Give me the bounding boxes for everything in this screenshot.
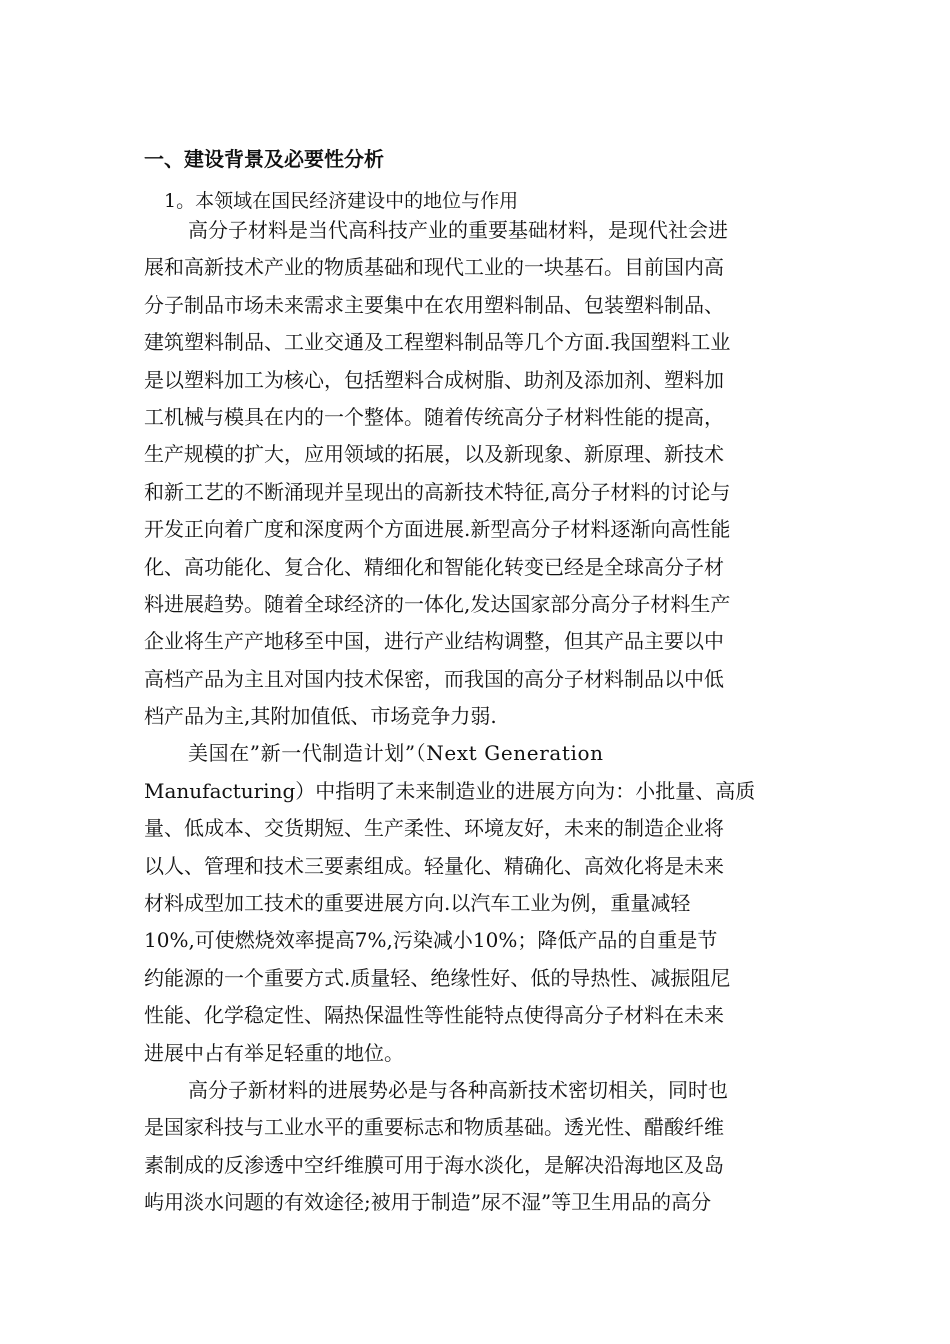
paragraph-line: 工机械与模具在内的一个整体。随着传统高分子材料性能的提高，: [144, 404, 724, 429]
paragraph-line: 企业将生产产地移至中国，进行产业结构调整，但其产品主要以中: [144, 629, 724, 654]
paragraph-line: 以人、管理和技术三要素组成。轻量化、精确化、高效化将是未来: [144, 853, 724, 878]
paragraph-line: 约能源的一个重要方式.质量轻、绝缘性好、低的导热性、减振阻尼: [144, 965, 731, 990]
paragraph-line: 生产规模的扩大，应用领域的拓展，以及新现象、新原理、新技术: [144, 442, 724, 467]
paragraph-line: 素制成的反渗透中空纤维膜可用于海水淡化，是解决沿海地区及岛: [144, 1152, 724, 1177]
paragraph-line: 是国家科技与工业水平的重要标志和物质基础。透光性、醋酸纤维: [144, 1115, 724, 1140]
subsection-heading: 1。本领域在国民经济建设中的地位与作用: [164, 190, 519, 212]
body-text: [144, 212, 804, 1222]
paragraph-line: 分子制品市场未来需求主要集中在农用塑料制品、包装塑料制品、: [144, 292, 724, 317]
paragraph-line: Manufacturing）中指明了未来制造业的进展方向为：小批量、高质: [144, 778, 756, 803]
section-heading: 一、建设背景及必要性分析: [144, 147, 384, 171]
paragraph-line: 性能、化学稳定性、隔热保温性等性能特点使得高分子材料在未来: [144, 1003, 724, 1028]
paragraph-line: 10%,可使燃烧效率提高7%,污染减小10%；降低产品的自重是节: [144, 928, 718, 953]
paragraph-line: 是以塑料加工为核心，包括塑料合成树脂、助剂及添加剂、塑料加: [144, 367, 724, 392]
paragraph-line: 高分子材料是当代高科技产业的重要基础材料，是现代社会进: [188, 218, 728, 242]
paragraph-line: 美国在”新一代制造计划”（Next Generation: [188, 741, 604, 766]
paragraph-line: 开发正向着广度和深度两个方面进展.新型高分子材料逐渐向高性能: [144, 517, 731, 542]
paragraph-line: 进展中占有举足轻重的地位。: [144, 1040, 404, 1065]
paragraph-line: 展和高新技术产业的物质基础和现代工业的一块基石。目前国内高: [144, 255, 724, 280]
paragraph-line: 量、低成本、交货期短、生产柔性、环境友好，未来的制造企业将: [144, 816, 724, 841]
paragraph-line: 材料成型加工技术的重要进展方向.以汽车工业为例，重量减轻: [144, 891, 691, 916]
paragraph-line: 化、高功能化、复合化、精细化和智能化转变已经是全球高分子材: [144, 554, 724, 579]
paragraph-line: 屿用淡水问题的有效途径;被用于制造”尿不湿”等卫生用品的高分: [144, 1190, 712, 1215]
paragraph-line: 料进展趋势。随着全球经济的一体化,发达国家部分高分子材料生产: [144, 591, 731, 616]
paragraph-line: 高档产品为主且对国内技术保密，而我国的高分子材料制品以中低: [144, 666, 724, 691]
paragraph-line: 建筑塑料制品、工业交通及工程塑料制品等几个方面.我国塑料工业: [144, 330, 731, 355]
paragraph-line: 高分子新材料的进展势必是与各种高新技术密切相关，同时也: [188, 1077, 728, 1102]
paragraph-line: 档产品为主,其附加值低、市场竞争力弱.: [144, 704, 497, 729]
paragraph-line: 和新工艺的不断涌现并呈现出的高新技术特征,高分子材料的讨论与: [144, 479, 731, 504]
